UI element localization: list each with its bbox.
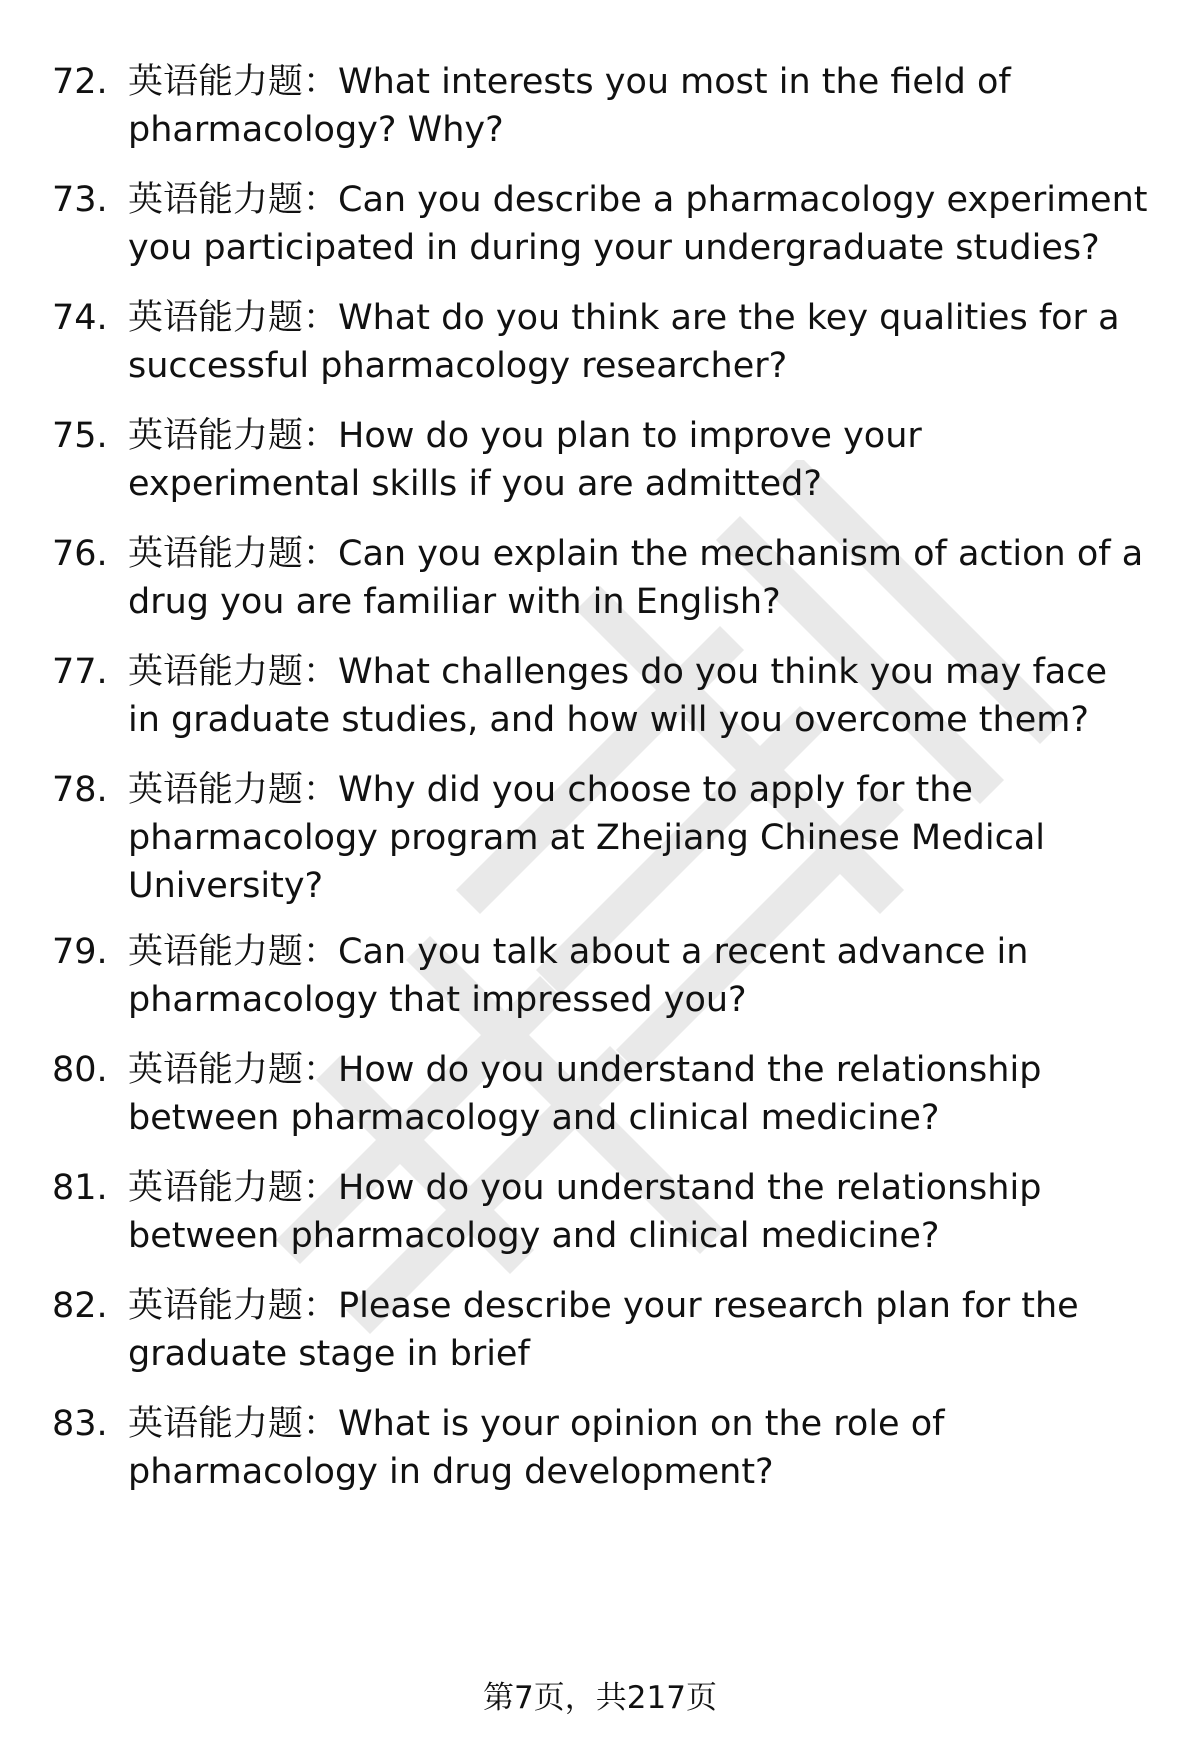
question-number: 75. (52, 416, 108, 456)
question-text: Why did you choose to apply for the pharmacology program at Zhejiang Chinese Medical University? (128, 770, 1045, 906)
question-prefix: 英语能力题： (128, 770, 339, 810)
question-prefix: 英语能力题： (128, 62, 339, 102)
question-number: 73. (52, 180, 108, 220)
question-prefix: 英语能力题： (128, 1286, 339, 1326)
question-number: 74. (52, 298, 108, 338)
question-prefix: 英语能力题： (128, 1050, 339, 1090)
question-text-block (128, 766, 1148, 910)
question-prefix: 英语能力题： (128, 1168, 339, 1208)
question-prefix: 英语能力题： (128, 416, 339, 456)
question-text: What do you think are the key qualities for a successful pharmacology researcher? (128, 298, 1120, 386)
question-text: Can you explain the mechanism of action of a drug you are familiar with in English? (128, 534, 1144, 622)
question-prefix: 英语能力题： (128, 932, 339, 972)
question-number: 76. (52, 534, 108, 574)
question-text-block (128, 530, 1148, 626)
question-text: What interests you most in the field of pharmacology? Why? (128, 62, 1011, 150)
question-text: How do you understand the relationship between pharmacology and clinical medicine? (128, 1168, 1042, 1256)
question-text: Please describe your research plan for the graduate stage in brief (128, 1286, 1079, 1374)
question-text-block (128, 928, 1148, 1024)
question-text-block (128, 294, 1148, 390)
question-number: 77. (52, 652, 108, 692)
question-text-block (128, 648, 1148, 744)
question-text-block (128, 58, 1148, 154)
question-number: 79. (52, 932, 108, 972)
question-text-block (128, 1282, 1148, 1378)
question-prefix: 英语能力题： (128, 1404, 339, 1444)
question-text-block (128, 1046, 1148, 1142)
question-text: Can you describe a pharmacology experiment you participated in during your undergraduate studies? (128, 180, 1148, 268)
question-prefix: 英语能力题： (128, 652, 339, 692)
question-prefix: 英语能力题： (128, 534, 339, 574)
question-text-block (128, 1164, 1148, 1260)
question-text: How do you understand the relationship between pharmacology and clinical medicine? (128, 1050, 1042, 1138)
question-prefix: 英语能力题： (128, 180, 339, 220)
question-text-block (128, 412, 1148, 508)
question-number: 72. (52, 62, 108, 102)
question-number: 80. (52, 1050, 108, 1090)
question-text: How do you plan to improve your experimental skills if you are admitted? (128, 416, 922, 504)
question-text: What is your opinion on the role of pharmacology in drug development? (128, 1404, 945, 1492)
question-number: 82. (52, 1286, 108, 1326)
question-text: What challenges do you think you may face in graduate studies, and how will you overcome them? (128, 652, 1108, 740)
question-number: 83. (52, 1404, 108, 1444)
page-number-footer: 第7页，共217页 (483, 1680, 717, 1716)
question-number: 78. (52, 770, 108, 810)
question-prefix: 英语能力题： (128, 298, 339, 338)
question-number: 81. (52, 1168, 108, 1208)
question-text-block (128, 1400, 1148, 1496)
question-text: Can you talk about a recent advance in pharmacology that impressed you? (128, 932, 1029, 1020)
question-text-block (128, 176, 1148, 272)
